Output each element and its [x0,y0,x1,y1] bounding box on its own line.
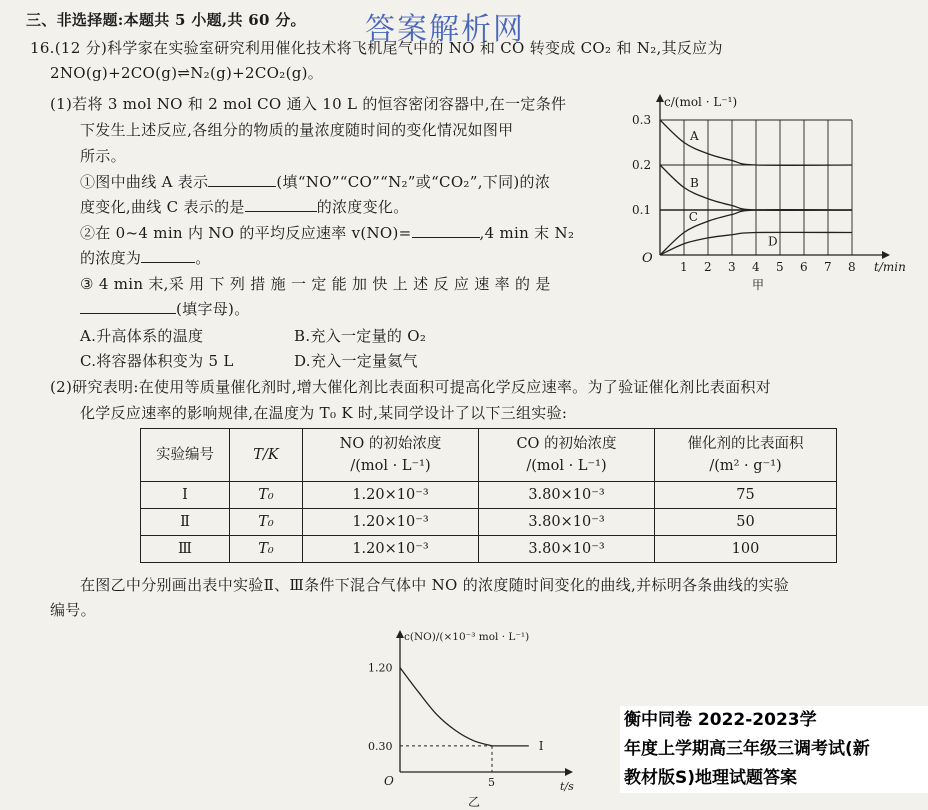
answer-blank-n2-conc[interactable] [141,248,195,263]
option-d: D.充入一定量氦气 [294,352,418,370]
answer-blank-curve-c[interactable] [245,197,317,212]
table-row [141,536,837,563]
series-line-I [400,668,529,746]
chart-yi-origin: O [384,774,394,788]
option-b: B.充入一定量的 O₂ [294,327,427,345]
table-cell: T₀ [230,536,303,563]
experiment-table [140,428,837,563]
x-tick-label: 3 [728,260,736,274]
table-row [141,482,837,509]
table-header-id: 实验编号 [141,429,230,482]
table-cell: 75 [655,482,837,509]
y-tick-label: 0.30 [368,739,393,753]
sub-question-3b [80,299,250,319]
option-a: A.升高体系的温度 [80,327,204,345]
chart-jia-xlabel: t/min [874,260,906,274]
table-header-temp: T/K [230,429,303,482]
part1-line2: 下发生上述反应,各组分的物质的量浓度随时间的变化情况如图甲 [80,121,514,139]
table-cell: 3.80×10⁻³ [479,482,655,509]
series-label-D: D [768,234,778,249]
source-caption-line1: 衡中同卷 2022-2023学 [624,710,817,730]
reaction-equation: 2NO(g)+2CO(g)⇌N₂(g)+2CO₂(g)。 [50,64,324,82]
option-c: C.将容器体积变为 5 L [80,352,234,370]
sub-question-2a [80,223,574,243]
sub-question-2b [80,248,211,268]
chart-yi-curves [400,668,544,753]
q1-text-c: 度变化,曲线 C 表示的是 [80,198,245,216]
table-cell: 1.20×10⁻³ [303,536,479,563]
sub-question-1a [80,172,550,192]
sub-question-1b [80,197,409,217]
series-label-A: A [690,128,699,143]
y-tick-label: 0.3 [632,113,652,127]
section-title: 三、非选择题:本题共 5 小题,共 60 分。 [26,11,306,29]
source-caption [620,706,928,793]
table-cell: 1.20×10⁻³ [303,482,479,509]
x-tick-label: 5 [488,776,495,789]
x-tick-label: 1 [680,260,688,274]
table-cell: 3.80×10⁻³ [479,509,655,536]
watermark: 答案解析网 [365,12,525,47]
chart-yi-ylabel: c(NO)/(×10⁻³ mol · L⁻¹) [404,631,530,643]
table-cell: T₀ [230,509,303,536]
chart-jia [630,90,906,295]
chart-yi [360,626,600,810]
answer-blank-curve-a[interactable] [208,172,276,187]
table-cell: 3.80×10⁻³ [479,536,655,563]
chart-jia-caption: 甲 [752,278,765,292]
q2-text-d: 。 [195,249,211,267]
part1-line1: (1)若将 3 mol NO 和 2 mol CO 通入 10 L 的恒容密闭容器中,在一定条件 [50,95,567,113]
part1-line3: 所示。 [80,147,126,165]
chart-jia-origin: O [642,251,653,266]
series-label-B: B [690,176,699,190]
chart-yi-xlabel: t/s [560,780,574,793]
table-cell: Ⅰ [141,482,230,509]
table-header-no: NO 的初始浓度 /(mol · L⁻¹) [303,429,479,482]
y-tick-label: 1.20 [368,661,393,675]
table-cell: 1.20×10⁻³ [303,509,479,536]
series-label-C: C [688,209,698,224]
q1-text-d: 的浓度变化。 [316,198,409,216]
y-tick-label: 0.2 [632,158,652,172]
answer-blank-measures[interactable] [80,299,176,314]
answer-blank-rate[interactable] [412,223,480,238]
table-header-row [141,429,837,482]
q3-text-b: (填字母)。 [176,300,250,318]
sub-question-3a: ③ 4 min 末,采 用 下 列 措 施 一 定 能 加 快 上 述 反 应 速 率 的 是 [80,275,551,293]
chart-jia-ylabel: c/(mol · L⁻¹) [664,95,738,109]
table-cell: 100 [655,536,837,563]
source-caption-line2: 年度上学期高三年级三调考试(新 [624,739,870,759]
q2-text-a: ②在 0~4 min 内 NO 的平均反应速率 v(NO)= [80,224,412,242]
x-tick-label: 8 [848,260,856,274]
chart-yi-caption: 乙 [468,795,481,809]
x-tick-label: 6 [800,260,808,274]
table-cell: 50 [655,509,837,536]
table-cell: Ⅲ [141,536,230,563]
table-cell: Ⅱ [141,509,230,536]
table-header-co: CO 的初始浓度 /(mol · L⁻¹) [479,429,655,482]
q2-text-c: 的浓度为 [80,249,142,267]
chart-yi-axes [396,630,573,776]
part2-line2: 化学反应速率的影响规律,在温度为 T₀ K 时,某同学设计了以下三组实验: [80,404,568,422]
source-caption-line3: 教材版S)地理试题答案 [624,768,798,788]
question-intro-line1: 16.(12 分)科学家在实验室研究利用催化技术将飞机尾气中的 NO 和 CO 转变成 CO₂ 和 N₂,其反应为 [30,39,723,57]
chart-yi-guides [400,746,492,772]
x-tick-label: 5 [776,260,784,274]
q2-text-b: ,4 min 末 N₂ [479,224,575,242]
x-tick-label: 4 [752,260,760,274]
x-tick-label: 2 [704,260,712,274]
chart-jia-grid [660,120,852,255]
series-label-I: Ⅰ [538,738,544,753]
table-cell: T₀ [230,482,303,509]
y-tick-label: 0.1 [632,203,652,217]
x-tick-label: 7 [824,260,832,274]
part2-line1: (2)研究表明:在使用等质量催化剂时,增大催化剂比表面积可提高化学反应速率。为了验证催化剂比表面积对 [50,378,772,396]
table-header-surface: 催化剂的比表面积 /(m² · g⁻¹) [655,429,837,482]
q1-text-b: (填“NO”“CO”“N₂”或“CO₂”,下同)的浓 [276,173,551,191]
q1-text-a: ①图中曲线 A 表示 [80,173,209,191]
table-row [141,509,837,536]
part2-line3: 在图乙中分别画出表中实验Ⅱ、Ⅲ条件下混合气体中 NO 的浓度随时间变化的曲线,并标明各条曲线的实验 [80,576,790,594]
part2-line4: 编号。 [50,601,96,619]
chart-yi-ticks [368,662,495,789]
